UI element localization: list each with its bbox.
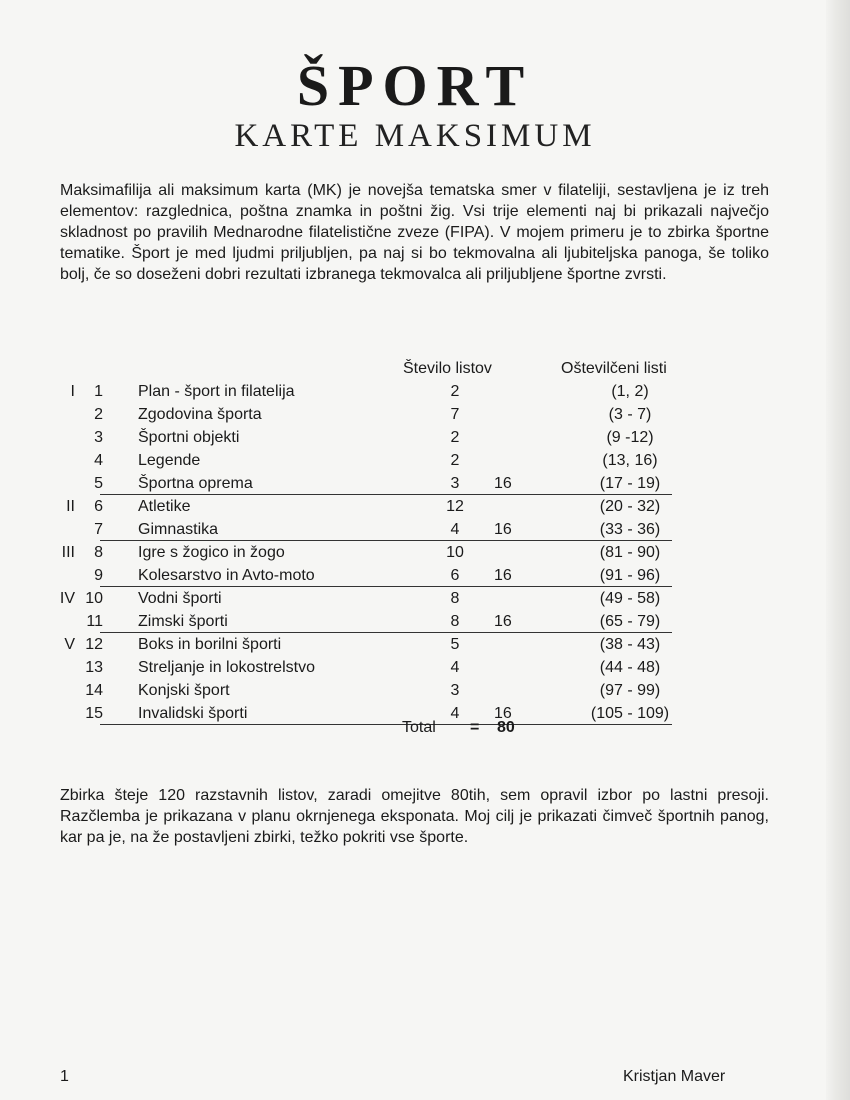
row-count: 5 [450, 636, 460, 653]
row-name: Streljanje in lokostrelstvo [138, 659, 315, 676]
row-count: 12 [446, 498, 464, 515]
row-name: Igre s žogico in žogo [138, 544, 285, 561]
row-num: 5 [94, 475, 103, 492]
row-range: (49 - 58) [599, 590, 661, 607]
header-count: Število listov [403, 360, 492, 377]
row-range: (3 - 7) [608, 406, 652, 423]
row-count: 3 [450, 682, 460, 699]
row-num: 3 [94, 429, 103, 446]
row-count: 4 [450, 659, 460, 676]
section-divider [100, 540, 672, 541]
row-num: 6 [94, 498, 103, 515]
row-sub: 16 [494, 705, 512, 722]
page-title: ŠPORT [296, 53, 534, 118]
row-range: (38 - 43) [599, 636, 661, 653]
page-number: 1 [60, 1068, 69, 1085]
row-sub: 16 [494, 613, 512, 630]
row-range: (13, 16) [602, 452, 658, 469]
row-range: (9 -12) [606, 429, 654, 446]
row-group: IV [59, 590, 75, 607]
row-name: Športna oprema [138, 475, 253, 492]
row-num: 15 [85, 705, 103, 722]
table-row [0, 429, 830, 452]
row-name: Konjski šport [138, 682, 230, 699]
row-count: 8 [450, 590, 460, 607]
row-num: 14 [85, 682, 103, 699]
row-range: (17 - 19) [599, 475, 661, 492]
row-num: 12 [85, 636, 103, 653]
row-name: Atletike [138, 498, 191, 515]
section-divider [100, 494, 672, 495]
row-count: 10 [446, 544, 464, 561]
table-row [0, 406, 830, 429]
row-num: 1 [94, 383, 103, 400]
row-count: 4 [450, 521, 460, 538]
row-count: 6 [450, 567, 460, 584]
row-sub: 16 [494, 521, 512, 538]
row-num: 4 [94, 452, 103, 469]
row-name: Boks in borilni športi [138, 636, 282, 653]
closing-paragraph: Zbirka šteje 120 razstavnih listov, zaradi omejitve 80tih, sem opravil izbor po lastni presoji. Razčlemba je prikazana v planu okrnjenega eksponata. Moj cilj je prikazati čimveč športnih panog, kar pa je, na že postavljeni zbirki, težko pokriti vse športe. [60, 787, 769, 846]
row-group: III [61, 544, 75, 561]
section-divider [100, 724, 672, 725]
total-value: 80 [497, 719, 515, 736]
row-count: 4 [450, 705, 460, 722]
row-name: Kolesarstvo in Avto-moto [138, 567, 315, 584]
table-row [0, 659, 830, 682]
row-num: 13 [85, 659, 103, 676]
row-name: Legende [138, 452, 201, 469]
footer-author: Kristjan Maver [623, 1068, 726, 1085]
row-group: I [70, 383, 75, 400]
table-row [0, 636, 830, 659]
row-num: 9 [94, 567, 103, 584]
row-num: 10 [85, 590, 103, 607]
row-count: 2 [450, 429, 460, 446]
row-name: Plan - šport in filatelija [138, 383, 295, 400]
table-row [0, 590, 830, 613]
row-name: Zimski športi [138, 613, 228, 630]
row-count: 8 [450, 613, 460, 630]
row-num: 2 [94, 406, 103, 423]
section-divider [100, 632, 672, 633]
row-name: Invalidski športi [138, 705, 248, 722]
row-count: 3 [450, 475, 460, 492]
row-count: 7 [450, 406, 460, 423]
row-count: 2 [450, 452, 460, 469]
row-range: (97 - 99) [599, 682, 661, 699]
header-range: Oštevilčeni listi [561, 360, 667, 377]
row-name: Vodni športi [138, 590, 222, 607]
row-range: (91 - 96) [599, 567, 661, 584]
row-count: 2 [450, 383, 460, 400]
row-num: 8 [94, 544, 103, 561]
table-row [0, 383, 830, 406]
row-name: Športni objekti [138, 429, 240, 446]
row-num: 7 [94, 521, 103, 538]
table-row [0, 682, 830, 705]
row-group: II [66, 498, 75, 515]
row-range: (1, 2) [611, 383, 649, 400]
row-range: (44 - 48) [599, 659, 661, 676]
row-num: 11 [86, 613, 103, 630]
row-range: (33 - 36) [599, 521, 661, 538]
row-group: V [64, 636, 75, 653]
row-range: (65 - 79) [599, 613, 661, 630]
table-row [0, 452, 830, 475]
row-sub: 16 [494, 567, 512, 584]
section-divider [100, 586, 672, 587]
row-sub: 16 [494, 475, 512, 492]
row-name: Gimnastika [138, 521, 219, 538]
row-range: (105 - 109) [590, 705, 670, 722]
table-row [0, 544, 830, 567]
row-range: (81 - 90) [599, 544, 661, 561]
row-range: (20 - 32) [599, 498, 661, 515]
row-name: Zgodovina športa [138, 406, 262, 423]
total-label: Total [402, 719, 436, 736]
page-subtitle: KARTE MAKSIMUM [234, 118, 596, 154]
table-row [0, 498, 830, 521]
intro-paragraph: Maksimafilija ali maksimum karta (MK) je novejša tematska smer v filateliji, sestavljena je iz treh elementov: razglednica, poštna znamka in poštni žig. Vsi trije elementi naj bi prikazali največjo skladnost po pravilih Mednarodne filatelistične zveze (FIPA). V mojem primeru je to zbirka športne tematike. Šport je med ljudmi priljubljen, pa naj si bo tekmovalna ali ljubiteljska panoga, še toliko bolj, če so doseženi dobri rezultati izbranega tekmovalca ali priljubljene športne zvrsti. [60, 182, 769, 283]
total-equals: = [470, 719, 480, 736]
